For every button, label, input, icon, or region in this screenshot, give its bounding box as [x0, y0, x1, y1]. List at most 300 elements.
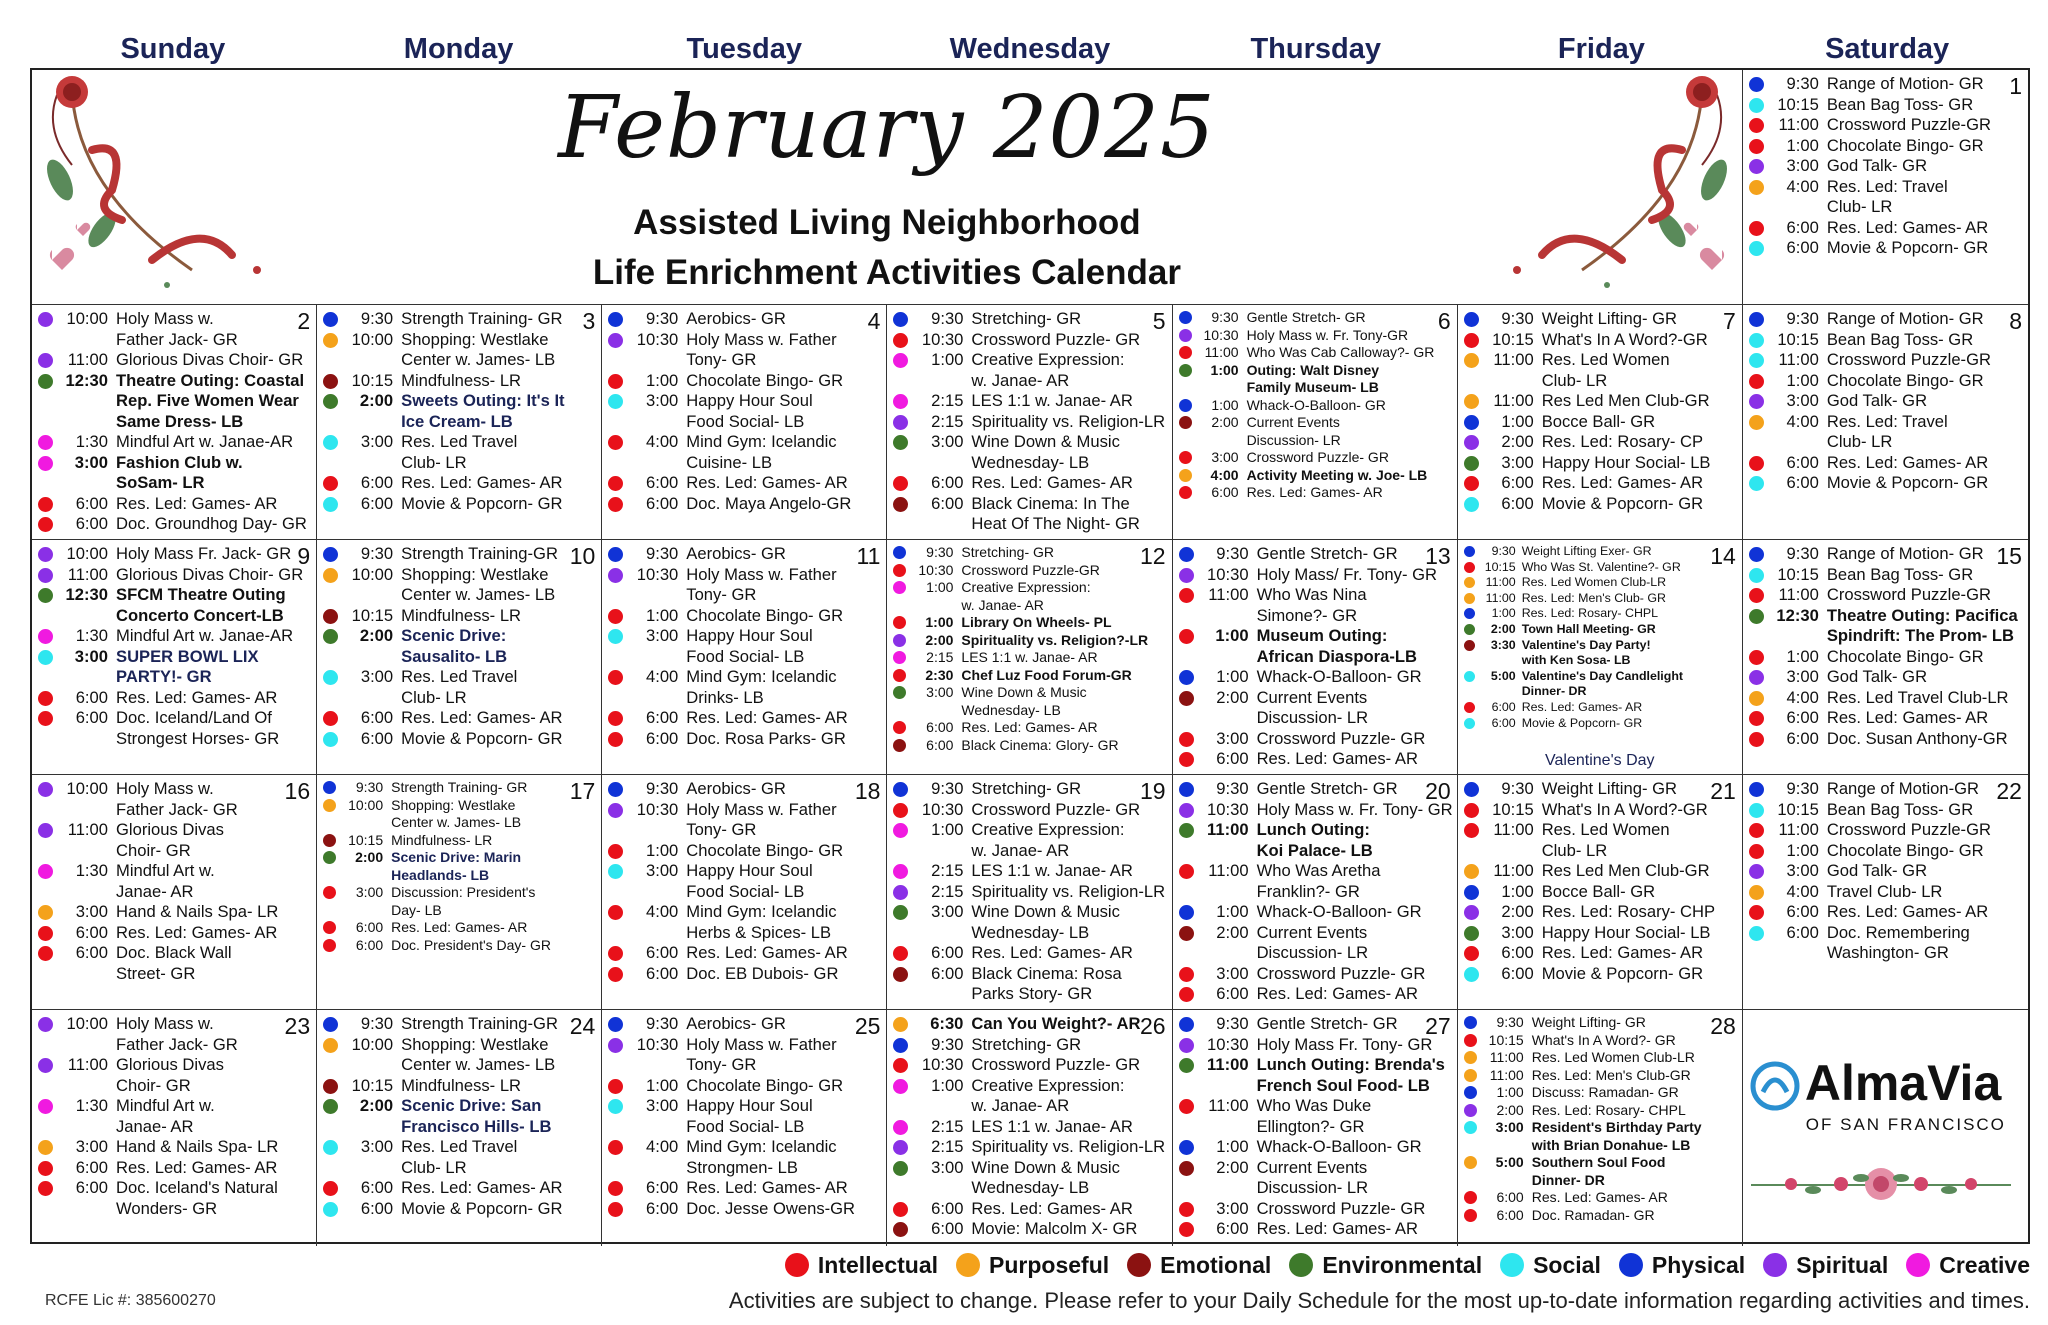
activity-item	[1747, 729, 2024, 750]
activity-name: Holy Mass w. Father Tony- GR	[686, 564, 837, 604]
activity-item	[1747, 74, 2024, 95]
category-dot-icon	[38, 823, 53, 838]
category-dot-icon	[1749, 394, 1764, 409]
activity-item	[36, 585, 312, 626]
activity-time: 6:00	[645, 708, 679, 727]
activity-item	[1462, 1207, 1738, 1225]
category-dot-icon	[893, 651, 906, 664]
category-dot-icon	[1179, 1038, 1194, 1053]
activity-name: Crossword Puzzle-GR	[961, 561, 1100, 578]
activity-name: LES 1:1 w. Janae- AR	[961, 649, 1098, 665]
category-dot-icon	[1749, 711, 1764, 726]
day-number: 15	[1996, 543, 2022, 569]
activity-item	[1462, 412, 1738, 433]
activity-name: Resident's Birthday Party with Brian Donahue- LB	[1531, 1119, 1702, 1153]
activity-time: 10:15	[1777, 94, 1819, 114]
activity-name: Movie & Popcorn- GR	[1521, 715, 1643, 730]
category-dot-icon	[1464, 823, 1479, 838]
activity-name: Hand & Nails Spa- LR	[116, 902, 279, 921]
activity-time: 12:30	[65, 370, 108, 390]
activity-time: 10:30	[918, 561, 954, 578]
activity-item	[891, 473, 1167, 494]
category-dot-icon	[1179, 547, 1194, 562]
activity-time: 4:00	[1786, 881, 1819, 901]
activity-name: Res. Led: Rosary- CHPL	[1531, 1101, 1686, 1118]
category-dot-icon	[608, 1079, 623, 1094]
day-cell	[1173, 1010, 1458, 1246]
activity-time: 6:00	[931, 943, 964, 962]
activity-item	[1462, 820, 1738, 861]
activity-name: Holy Mass Fr. Tony- GR	[1256, 1034, 1433, 1054]
activity-name: Res. Led: Games- AR	[961, 719, 1098, 735]
activity-name: Mindful Art w. Janae-AR	[116, 626, 294, 645]
category-dot-icon	[323, 1079, 338, 1094]
activity-time: 6:00	[1786, 452, 1819, 472]
activity-time: 9:30	[645, 309, 679, 328]
activity-name: Bean Bag Toss- GR	[1826, 94, 1974, 114]
category-dot-icon	[893, 905, 908, 920]
activity-item	[891, 1158, 1167, 1199]
activity-name: What's In A Word?-GR	[1541, 329, 1708, 349]
activity-name: Gentle Stretch- GR	[1246, 309, 1366, 325]
category-dot-icon	[1179, 803, 1194, 818]
activity-name: Crossword Puzzle-GR	[1826, 350, 1991, 369]
activity-name: Who Was Aretha Franklin?- GR	[1256, 861, 1381, 901]
day-number: 16	[284, 778, 311, 804]
activity-time: 1:00	[1501, 411, 1534, 431]
activity-item	[1462, 861, 1738, 882]
activity-item	[36, 514, 312, 535]
activity-name: Stretching- GR	[971, 1034, 1082, 1054]
activity-name: Library On Wheels- PL	[961, 614, 1112, 630]
activity-time: 6:00	[1786, 217, 1819, 237]
category-dot-icon	[323, 799, 336, 812]
activity-name: Discussion: President's Day- LB	[391, 884, 536, 918]
activity-item	[1747, 177, 2024, 218]
category-dot-icon	[38, 547, 53, 562]
category-dot-icon	[608, 1099, 623, 1114]
activity-item	[321, 1199, 597, 1220]
activity-name: Movie & Popcorn- GR	[401, 728, 563, 748]
activity-name: Valentine's Day Candlelight Dinner- DR	[1521, 668, 1684, 699]
category-dot-icon	[893, 1202, 908, 1217]
activity-name: Fashion Club w. SoSam- LR	[116, 452, 243, 492]
activity-item	[1177, 984, 1453, 1005]
category-dot-icon	[323, 670, 338, 685]
activity-name: Glorious Divas Choir- GR	[116, 350, 304, 369]
activity-name: Crossword Puzzle- GR	[1256, 728, 1426, 748]
activity-time: 6:00	[75, 687, 108, 707]
day-cell	[317, 540, 602, 775]
activity-time: 6:00	[1501, 473, 1534, 492]
activity-item	[36, 1014, 312, 1055]
activity-time: 9:30	[1501, 309, 1534, 328]
activity-time: 4:00	[645, 667, 679, 686]
category-dot-icon	[1749, 650, 1764, 665]
activity-item	[36, 688, 312, 709]
activity-item	[1177, 1035, 1453, 1056]
activity-item	[1747, 350, 2024, 371]
activity-time: 6:00	[75, 493, 108, 513]
activity-time: 2:00	[359, 1096, 394, 1115]
legend-dot-icon	[1619, 1253, 1643, 1277]
activity-item	[1177, 779, 1453, 800]
activity-time: 3:00	[931, 1157, 964, 1177]
activity-name: Res. Led: Games- AR	[401, 708, 563, 727]
day-cell	[602, 1010, 887, 1246]
category-dot-icon	[1179, 782, 1194, 797]
activity-time: 2:00	[1216, 1157, 1249, 1177]
activity-time: 4:00	[645, 432, 679, 451]
activity-name: Crossword Puzzle- GR	[971, 799, 1141, 819]
day-number: 20	[1425, 778, 1451, 804]
day-number: 24	[569, 1013, 596, 1039]
category-dot-icon	[1464, 803, 1479, 818]
category-dot-icon	[608, 333, 623, 348]
category-dot-icon	[608, 547, 623, 562]
day-cell	[32, 1010, 317, 1246]
activity-name: Res. Led: Men's Club- GR	[1521, 590, 1666, 605]
activity-name: Mindful Art w. Janae- AR	[116, 861, 215, 901]
activity-time: 11:00	[1778, 350, 1819, 369]
activity-item	[1462, 716, 1738, 732]
legend-dot-icon	[1763, 1253, 1787, 1277]
activity-item	[36, 453, 312, 494]
category-dot-icon	[38, 435, 53, 450]
category-dot-icon	[893, 721, 906, 734]
category-dot-icon	[1749, 864, 1764, 879]
activity-name: Weight Lifting- GR	[1541, 309, 1677, 328]
activity-time: 6:00	[75, 708, 108, 727]
activity-time: 3:00	[1216, 963, 1249, 983]
activity-time: 3:00	[355, 884, 384, 900]
activity-name: Crossword Puzzle- GR	[971, 329, 1141, 349]
activity-item	[606, 800, 882, 841]
activity-item	[321, 432, 597, 473]
activity-name: Res. Led: Games- AR	[1826, 217, 1989, 237]
activity-time: 11:00	[1778, 115, 1819, 134]
category-dot-icon	[1749, 732, 1764, 747]
category-dot-icon	[1464, 546, 1475, 557]
activity-name: Holy Mass w. Fr. Tony-GR	[1246, 326, 1409, 343]
activity-item	[1462, 1102, 1738, 1120]
category-dot-icon	[893, 669, 906, 682]
activity-item	[1177, 449, 1453, 467]
activity-time: 11:00	[1489, 1049, 1524, 1065]
activity-time: 6:00	[645, 943, 679, 962]
category-dot-icon	[1749, 159, 1764, 174]
activity-item	[36, 565, 312, 586]
category-dot-icon	[1464, 718, 1475, 729]
activity-item	[1747, 218, 2024, 239]
activity-time: 3:00	[1211, 449, 1239, 465]
activity-item	[1462, 309, 1738, 330]
legend-label: Purposeful	[989, 1251, 1110, 1278]
activity-time: 6:00	[75, 514, 108, 533]
activity-item	[36, 708, 312, 749]
category-dot-icon	[1179, 329, 1192, 342]
activity-name: Res. Led: Games- AR	[391, 919, 528, 935]
activity-item	[1177, 544, 1453, 565]
activity-name: Current Events Discussion- LR	[1256, 922, 1369, 962]
activity-time: 11:00	[67, 564, 108, 584]
activity-time: 2:00	[1501, 902, 1534, 921]
activity-name: Hand & Nails Spa- LR	[116, 1137, 279, 1156]
activity-item	[1462, 350, 1738, 391]
category-dot-icon	[323, 476, 338, 491]
category-dot-icon	[1179, 670, 1194, 685]
category-dot-icon	[608, 946, 623, 961]
activity-time: 1:30	[75, 1096, 108, 1115]
activity-time: 6:00	[645, 493, 679, 513]
page-subtitle: Life Enrichment Activities Calendar	[592, 253, 1181, 292]
activity-name: Theatre Outing: Coastal Rep. Five Women Wear Same Dress- LB	[116, 370, 305, 431]
activity-item	[36, 494, 312, 515]
activity-name: Outing: Walt Disney Family Museum- LB	[1246, 361, 1380, 395]
day-cell	[887, 305, 1172, 540]
day-cell	[602, 775, 887, 1010]
category-dot-icon	[38, 588, 53, 603]
activity-item	[1462, 591, 1738, 607]
category-dot-icon	[323, 851, 336, 864]
activity-time: 3:00	[1786, 391, 1819, 410]
activity-item	[1177, 626, 1453, 667]
activity-item	[891, 964, 1167, 1005]
category-dot-icon	[323, 374, 338, 389]
category-dot-icon	[1464, 593, 1475, 604]
activity-time: 4:00	[1786, 687, 1819, 707]
activity-time: 9:30	[1216, 1014, 1249, 1033]
activity-item	[1177, 667, 1453, 688]
legend-item	[785, 1252, 938, 1279]
activity-name: Chocolate Bingo- GR	[1826, 646, 1984, 666]
category-dot-icon	[323, 1140, 338, 1155]
day-cell	[887, 775, 1172, 1010]
activity-time: 6:00	[931, 1198, 964, 1218]
activity-name: Holy Mass w. Fr. Tony- GR	[1256, 799, 1453, 819]
category-dot-icon	[1179, 469, 1192, 482]
activity-time: 4:00	[1786, 176, 1819, 196]
category-dot-icon	[38, 629, 53, 644]
activity-name: Res. Led: Games- AR	[116, 687, 278, 707]
floral-divider-icon	[1751, 1160, 2011, 1210]
activity-item	[321, 1178, 597, 1199]
category-dot-icon	[1464, 946, 1479, 961]
category-dot-icon	[608, 312, 623, 327]
category-dot-icon	[1464, 1191, 1477, 1204]
activity-name: Range of Motion- GR	[1826, 74, 1984, 93]
activity-name: Who Was St. Valentine?- GR	[1521, 559, 1681, 574]
category-dot-icon	[1749, 333, 1764, 348]
activity-name: Chocolate Bingo- GR	[686, 840, 844, 860]
activity-name: Discuss: Ramadan- GR	[1531, 1084, 1679, 1100]
category-dot-icon	[1749, 98, 1764, 113]
activity-item	[606, 371, 882, 392]
category-dot-icon	[1179, 752, 1194, 767]
activity-item	[36, 902, 312, 923]
category-dot-icon	[608, 476, 623, 491]
activity-name: Res. Led: Rosary- CHPL	[1521, 606, 1659, 621]
activity-time: 12:30	[65, 585, 108, 604]
activity-time: 11:00	[1485, 590, 1516, 605]
category-dot-icon	[38, 1058, 53, 1073]
category-dot-icon	[1464, 885, 1479, 900]
activity-name: Bocce Ball- GR	[1541, 411, 1656, 431]
activity-time: 3:00	[1501, 922, 1534, 942]
category-dot-icon	[1179, 864, 1194, 879]
activity-name: Holy Mass w. Father Jack- GR	[116, 1014, 238, 1054]
day-cell	[602, 305, 887, 540]
activity-name: Res Led Men Club-GR	[1541, 391, 1710, 410]
activity-name: Spirituality vs. Religion-LR	[971, 411, 1166, 431]
activity-time: 2:00	[1501, 432, 1534, 451]
category-dot-icon	[38, 1161, 53, 1176]
activity-name: Res. Led: Games- AR	[116, 1157, 278, 1177]
category-dot-icon	[1749, 609, 1764, 624]
activity-time: 4:00	[645, 902, 679, 921]
category-dot-icon	[1749, 670, 1764, 685]
activity-item	[321, 565, 597, 606]
activity-name: Scenic Drive: Marin Headlands- LB	[391, 849, 522, 883]
activity-item	[891, 562, 1167, 580]
day-cell	[317, 305, 602, 540]
activity-item	[891, 412, 1167, 433]
activity-name: Res. Led Women Club- LR	[1541, 350, 1670, 390]
category-dot-icon	[323, 497, 338, 512]
page-subtitle: Assisted Living Neighborhood	[633, 203, 1141, 242]
activity-time: 10:30	[1207, 1034, 1249, 1054]
activity-name: Shopping: Westlake Center w. James- LB	[401, 564, 556, 604]
activity-time: 10:00	[66, 544, 108, 563]
activity-time: 3:00	[74, 452, 108, 472]
activity-time: 6:00	[360, 473, 394, 492]
category-dot-icon	[323, 886, 336, 899]
activity-time: 9:30	[1786, 544, 1819, 563]
activity-item	[606, 667, 882, 708]
day-number: 8	[2009, 308, 2022, 334]
activity-time: 9:30	[931, 779, 964, 798]
category-dot-icon	[38, 312, 53, 327]
activity-time: 10:15	[348, 831, 384, 848]
category-dot-icon	[1179, 1017, 1194, 1032]
activity-item	[1177, 414, 1453, 449]
activity-item	[891, 800, 1167, 821]
activity-name: Stretching- GR	[971, 779, 1082, 798]
activity-item	[321, 937, 597, 955]
activity-name: Doc. Susan Anthony-GR	[1826, 728, 2008, 748]
activity-item	[1177, 397, 1453, 415]
category-dot-icon	[1749, 691, 1764, 706]
category-dot-icon	[38, 650, 53, 665]
category-dot-icon	[38, 456, 53, 471]
activity-item	[36, 1096, 312, 1137]
activity-name: Current Events Discussion- LR	[1246, 414, 1341, 448]
activity-name: Happy Hour Social- LB	[1541, 452, 1711, 472]
activity-name: Mind Gym: Icelandic Drinks- LB	[686, 667, 837, 707]
activity-item	[606, 1014, 882, 1035]
activity-name: Res. Led: Games- AR	[116, 922, 278, 942]
activity-time: 10:30	[921, 329, 964, 349]
activity-time: 10:15	[1777, 564, 1819, 584]
activity-item	[1462, 560, 1738, 576]
activity-time: 10:30	[1203, 326, 1239, 343]
activity-name: Doc. Black Wall Street- GR	[116, 943, 232, 983]
activity-name: Doc. Groundhog Day- GR	[116, 514, 307, 533]
activity-time: 9:30	[1786, 779, 1819, 798]
activity-name: Doc. Ramadan- GR	[1531, 1206, 1655, 1223]
activity-time: 2:00	[355, 849, 384, 865]
activity-time: 10:15	[1777, 329, 1819, 349]
activity-time: 6:00	[1216, 1219, 1249, 1238]
activity-item	[1747, 667, 2024, 688]
category-dot-icon	[608, 1038, 623, 1053]
category-dot-icon	[38, 711, 53, 726]
activity-item	[36, 1158, 312, 1179]
activity-time: 11:00	[1208, 585, 1249, 604]
activity-time: 6:00	[1491, 699, 1516, 714]
activity-time: 10:15	[1484, 559, 1516, 574]
activity-name: Mind Gym: Icelandic Herbs & Spices- LB	[686, 902, 837, 942]
activity-name: Scenic Drive: Sausalito- LB	[401, 626, 508, 666]
category-dot-icon	[893, 476, 908, 491]
activity-item	[1177, 585, 1453, 626]
activity-time: 6:00	[645, 473, 679, 492]
activity-time: 2:15	[931, 391, 964, 410]
activity-item	[891, 632, 1167, 650]
activity-name: Current Events Discussion- LR	[1256, 687, 1369, 727]
category-dot-icon	[1179, 732, 1194, 747]
activity-time: 2:00	[1211, 414, 1239, 430]
activity-time: 10:30	[921, 799, 964, 819]
activity-item	[1462, 330, 1738, 351]
category-dot-icon	[323, 732, 338, 747]
activity-time: 10:00	[66, 779, 108, 798]
activity-time: 6:00	[931, 473, 964, 492]
activity-time: 12:30	[1776, 605, 1819, 625]
activity-item	[321, 849, 597, 884]
activity-time: 9:30	[355, 779, 384, 795]
activity-name: Wine Down & Music Wednesday- LB	[971, 902, 1120, 942]
activity-item	[1462, 473, 1738, 494]
category-dot-icon	[38, 782, 53, 797]
activity-item	[36, 779, 312, 820]
calendar-header-banner	[32, 70, 1743, 305]
activity-item	[1747, 391, 2024, 412]
category-dot-icon	[893, 803, 908, 818]
activity-name: God Talk- GR	[1826, 156, 1928, 175]
day-number: 12	[1139, 543, 1166, 569]
activity-name: Chocolate Bingo- GR	[1826, 370, 1984, 390]
activity-item	[1462, 391, 1738, 412]
activity-name: Res. Led: Games- AR	[686, 1178, 848, 1197]
activity-item	[36, 1178, 312, 1219]
day-cell	[1458, 775, 1743, 1010]
activity-name: Creative Expression: w. Janae- AR	[971, 350, 1125, 390]
activity-item	[1747, 238, 2024, 259]
activity-name: Glorious Divas Choir- GR	[116, 564, 304, 584]
activity-item	[1747, 371, 2024, 392]
activity-name: Crossword Puzzle-GR	[1826, 115, 1991, 134]
activity-time: 10:15	[1492, 329, 1534, 349]
activity-name: Happy Hour Soul Food Social- LB	[686, 1096, 813, 1136]
activity-time: 1:00	[1786, 840, 1819, 860]
activity-name: Black Cinema: Glory- GR	[961, 736, 1119, 753]
license-number: RCFE Lic #: 385600270	[45, 1292, 216, 1309]
activity-time: 6:00	[360, 1198, 394, 1218]
activity-item	[606, 779, 882, 800]
category-dot-icon	[893, 1017, 908, 1032]
activity-time: 2:15	[931, 1116, 964, 1136]
